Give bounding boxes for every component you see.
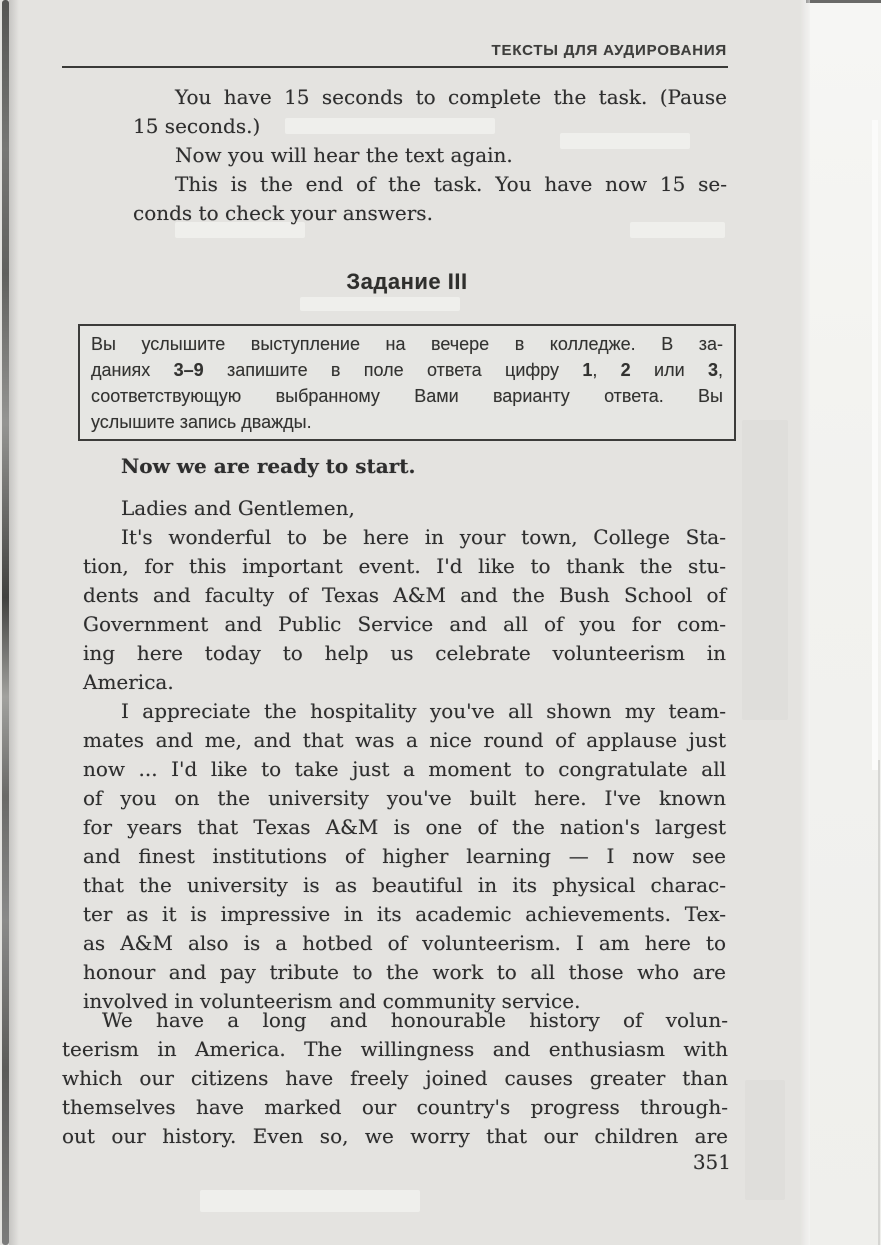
answer-option-number: 3–9 (173, 360, 204, 380)
speech-paragraphs (83, 452, 726, 1016)
paragraph (133, 83, 727, 141)
box-text-segment: Вы услышите выступление на вечере в колледже. В за- (91, 334, 723, 354)
text-line: teerism in America. The willingness and enthusiasm with (62, 1037, 728, 1061)
answer-option-number: 1 (582, 360, 593, 380)
paragraph (83, 452, 726, 481)
text-line: mates and me, and that was a nice round of applause just (83, 728, 726, 752)
text-line: of you on the university you've built here. I've known (83, 786, 726, 810)
text-line: This is the end of the task. You have now 15 se- (175, 172, 727, 196)
running-header: ТЕКСТЫ ДЛЯ АУДИРОВАНИЯ (491, 42, 727, 59)
paragraph (83, 494, 726, 523)
text-line: You have 15 seconds to complete the task. (Pause (175, 85, 727, 109)
speech-closing-paragraphs (62, 1006, 728, 1151)
task-heading: Задание III (346, 269, 468, 294)
text-line: and finest institutions of higher learning — I now see (83, 844, 726, 868)
box-text-line (91, 331, 723, 357)
paragraph (83, 523, 726, 697)
text-line: honour and pay tribute to the work to all those who are (83, 960, 726, 984)
text-line: We have a long and honourable history of volun- (102, 1008, 728, 1032)
paragraph (83, 697, 726, 1016)
box-text-segment: даниях (91, 360, 174, 380)
paragraph (62, 1006, 728, 1151)
scan-top-edge (806, 0, 881, 3)
box-text-line (91, 409, 723, 435)
text-line: Government and Public Service and all of you for com- (83, 612, 726, 636)
intro-paragraphs (133, 83, 727, 228)
task-instruction-box (78, 324, 736, 441)
text-line: as A&M also is a hotbed of volunteerism. I am here to (83, 931, 726, 955)
answer-option-number: 3 (707, 360, 718, 380)
scan-artifact (300, 297, 460, 311)
scan-margin-right (810, 0, 881, 1245)
box-text-segment: , (717, 360, 723, 380)
paragraph (133, 141, 727, 170)
page-edge-highlight (800, 0, 810, 1245)
box-text-segment: услышите запись дважды. (91, 412, 312, 432)
box-text-line (91, 357, 723, 383)
text-line: tion, for this important event. I'd like to thank the stu- (83, 554, 726, 578)
box-text-segment: запишите в поле ответа цифру (203, 360, 583, 380)
box-text-segment: или (630, 360, 708, 380)
page-number: 351 (692, 1150, 731, 1174)
text-line: involved in volunteerism and community service. (83, 989, 581, 1013)
scan-artifact (742, 420, 788, 720)
text-line: 15 seconds.) (133, 114, 261, 138)
text-line: Ladies and Gentlemen, (121, 496, 355, 520)
text-line: now ... I'd like to take just a moment to congratulate all (83, 757, 726, 781)
binding-shadow-soft (9, 0, 19, 1245)
text-line: themselves have marked our country's progress through- (62, 1095, 728, 1119)
text-line: Now we are ready to start. (121, 454, 416, 478)
text-line: dents and faculty of Texas A&M and the Bush School of (83, 583, 726, 607)
binding-shadow (2, 0, 9, 1245)
text-line: ter as it is impressive in its academic achievements. Tex- (83, 902, 726, 926)
header-rule (62, 66, 728, 68)
text-line: Now you will hear the text again. (175, 143, 513, 167)
text-line: that the university is as beautiful in its physical charac- (83, 873, 726, 897)
box-text-segment: , (592, 360, 621, 380)
text-line: America. (83, 670, 174, 694)
scan-artifact (200, 1190, 420, 1212)
paragraph (133, 170, 727, 228)
text-line: which our citizens have freely joined causes greater than (62, 1066, 728, 1090)
box-text-line (91, 383, 723, 409)
box-text-segment: соответствующую выбранному Вами варианту ответа. Вы (91, 386, 723, 406)
text-line: for years that Texas A&M is one of the nation's largest (83, 815, 726, 839)
answer-option-number: 2 (620, 360, 631, 380)
text-line: conds to check your answers. (133, 201, 433, 225)
scan-edge-line (878, 760, 880, 1245)
text-line: I appreciate the hospitality you've all shown my team- (121, 699, 726, 723)
scan-edge-highlight (872, 120, 878, 770)
text-line: out our history. Even so, we worry that our children are (62, 1124, 728, 1148)
text-line: It's wonderful to be here in your town, College Sta- (121, 525, 726, 549)
text-line: ing here today to help us celebrate volunteerism in (83, 641, 726, 665)
scan-artifact (745, 1080, 785, 1200)
